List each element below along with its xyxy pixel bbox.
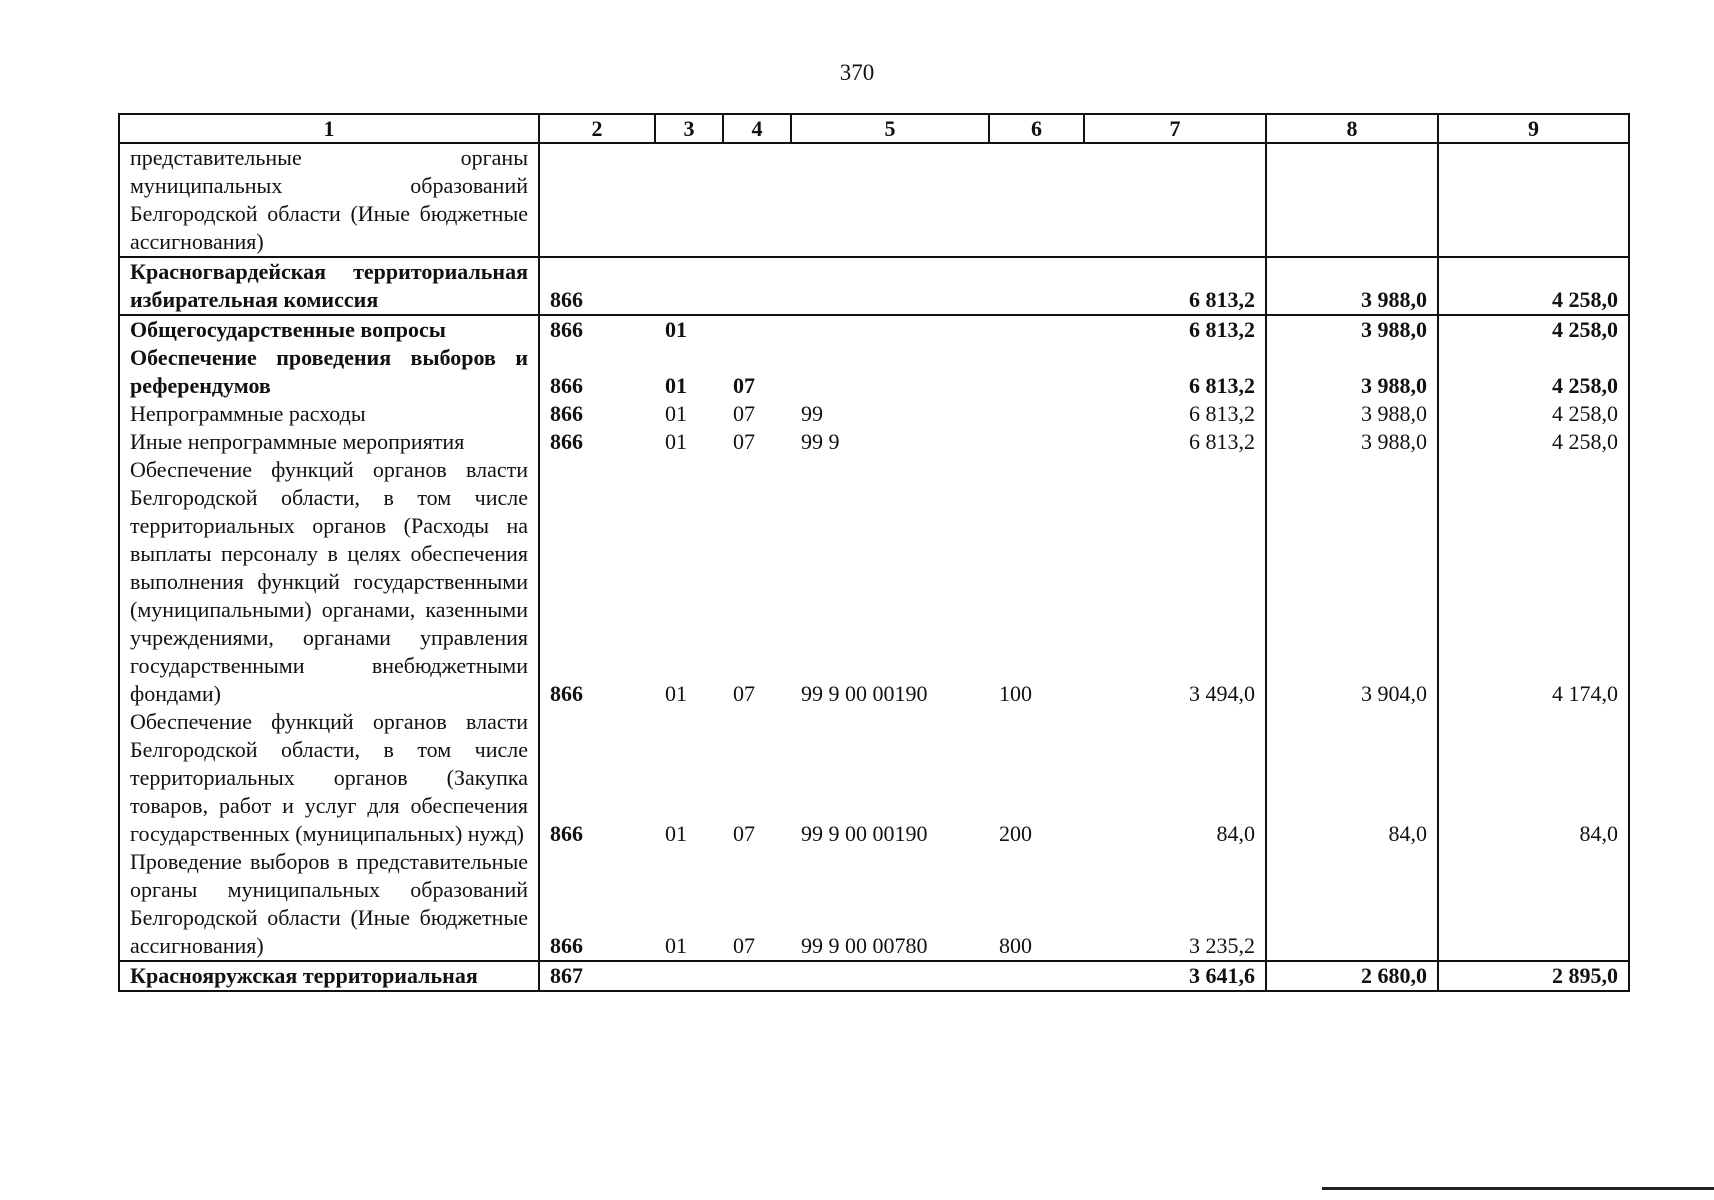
cell-expense-type <box>989 428 1084 456</box>
row-description: Общегосударственные вопросы <box>119 315 539 344</box>
table-row <box>119 344 1629 400</box>
cell-ministry-code: 866 <box>539 848 655 961</box>
cell-section-code <box>655 257 723 315</box>
cell-target-article <box>791 344 989 400</box>
cell-amount-col8: 3 988,0 <box>1266 428 1438 456</box>
cell-amount-col8: 3 904,0 <box>1266 456 1438 708</box>
row-description: Обеспечение функций органов власти Белгородской области, в том числе территориальных органов (Расходы на выплаты персоналу в целях обеспечения выполнения функций государственными (муниципальными) органами, казенными учреждениями, органами управления государственными внебюджетными фондами) <box>119 456 539 708</box>
table-row <box>119 400 1629 428</box>
cell-amount-col7: 3 494,0 <box>1084 456 1266 708</box>
column-header: 1 <box>119 114 539 143</box>
cell-amount-col7: 6 813,2 <box>1084 428 1266 456</box>
page-number: 370 <box>839 60 875 85</box>
cell-ministry-code: 867 <box>539 961 655 991</box>
cell-target-article: 99 <box>801 401 823 426</box>
cell-section-code: 01 <box>665 933 687 958</box>
cell-section-code <box>655 143 723 257</box>
cell-amount-col8: 3 988,0 <box>1266 400 1438 428</box>
row-description: Краснояружская территориальная <box>119 961 539 991</box>
column-header: 5 <box>791 114 989 143</box>
cell-section-code: 01 <box>665 429 687 454</box>
row-description: Непрограммные расходы <box>119 400 539 428</box>
cell-expense-type <box>989 344 1084 400</box>
row-description: Иные непрограммные мероприятия <box>119 428 539 456</box>
cell-amount-col9 <box>1438 848 1629 961</box>
cell-amount-col7: 3 641,6 <box>1084 961 1266 991</box>
table-row <box>119 257 1629 315</box>
row-description: Красногвардейская территориальная избирательная комиссия <box>119 257 539 315</box>
cell-target-article: 99 9 <box>801 429 840 454</box>
cell-amount-col8: 2 680,0 <box>1266 961 1438 991</box>
cell-amount-col9: 84,0 <box>1438 708 1629 848</box>
cell-section-code: 01 <box>665 401 687 426</box>
cell-amount-col9: 2 895,0 <box>1438 961 1629 991</box>
cell-amount-col7: 84,0 <box>1084 708 1266 848</box>
cell-section-code <box>655 961 723 991</box>
table-row <box>119 315 1629 344</box>
cell-subsection-code <box>723 143 791 257</box>
cell-section-code: 01 <box>665 681 687 706</box>
cell-subsection-code: 07 <box>733 429 755 454</box>
cell-ministry-code: 866 <box>539 344 655 400</box>
cell-target-article: 99 9 00 00190 <box>801 821 928 846</box>
cell-ministry-code: 866 <box>539 400 655 428</box>
cell-target-article <box>791 315 989 344</box>
cell-amount-col9: 4 258,0 <box>1438 257 1629 315</box>
column-header: 3 <box>655 114 723 143</box>
table-row <box>119 428 1629 456</box>
table-row <box>119 708 1629 848</box>
table-row <box>119 848 1629 961</box>
cell-subsection-code: 07 <box>733 373 755 398</box>
cell-amount-col7: 6 813,2 <box>1084 257 1266 315</box>
page-bottom-rule <box>1322 1187 1714 1190</box>
cell-section-code: 01 <box>655 315 723 344</box>
cell-ministry-code <box>539 143 655 257</box>
cell-amount-col8 <box>1266 848 1438 961</box>
row-description: Обеспечение проведения выборов и референдумов <box>119 344 539 400</box>
table-row <box>119 143 1629 257</box>
cell-subsection-code: 07 <box>733 933 755 958</box>
cell-amount-col7: 6 813,2 <box>1084 344 1266 400</box>
cell-amount-col7: 6 813,2 <box>1084 400 1266 428</box>
cell-ministry-code: 866 <box>539 456 655 708</box>
cell-ministry-code: 866 <box>539 257 655 315</box>
column-header: 4 <box>723 114 791 143</box>
row-description: представительные органы муниципальных образований Белгородской области (Иные бюджетные ассигнования) <box>119 143 539 257</box>
cell-expense-type: 100 <box>999 681 1032 706</box>
cell-amount-col8 <box>1266 143 1438 257</box>
cell-expense-type: 200 <box>999 821 1032 846</box>
cell-target-article <box>791 961 989 991</box>
cell-section-code: 01 <box>665 373 687 398</box>
cell-ministry-code: 866 <box>539 315 655 344</box>
cell-subsection-code: 07 <box>733 401 755 426</box>
table-body <box>119 143 1629 991</box>
cell-amount-col7: 3 235,2 <box>1084 848 1266 961</box>
cell-amount-col9: 4 174,0 <box>1438 456 1629 708</box>
cell-expense-type <box>989 315 1084 344</box>
cell-amount-col7 <box>1084 143 1266 257</box>
column-header: 2 <box>539 114 655 143</box>
column-header: 7 <box>1084 114 1266 143</box>
cell-ministry-code: 866 <box>539 708 655 848</box>
cell-target-article <box>791 257 989 315</box>
cell-amount-col8: 84,0 <box>1266 708 1438 848</box>
cell-expense-type <box>989 400 1084 428</box>
cell-amount-col9 <box>1438 143 1629 257</box>
cell-amount-col9: 4 258,0 <box>1438 344 1629 400</box>
cell-amount-col8: 3 988,0 <box>1266 315 1438 344</box>
cell-amount-col8: 3 988,0 <box>1266 344 1438 400</box>
table-row <box>119 961 1629 991</box>
cell-expense-type <box>989 961 1084 991</box>
cell-expense-type <box>989 257 1084 315</box>
cell-section-code: 01 <box>665 821 687 846</box>
cell-expense-type: 800 <box>999 933 1032 958</box>
cell-amount-col8: 3 988,0 <box>1266 257 1438 315</box>
cell-ministry-code: 866 <box>539 428 655 456</box>
column-header: 8 <box>1266 114 1438 143</box>
cell-subsection-code <box>723 315 791 344</box>
cell-target-article: 99 9 00 00780 <box>801 933 928 958</box>
table-header-row <box>119 114 1629 143</box>
cell-amount-col9: 4 258,0 <box>1438 400 1629 428</box>
cell-amount-col9: 4 258,0 <box>1438 315 1629 344</box>
cell-subsection-code: 07 <box>733 681 755 706</box>
cell-subsection-code <box>723 257 791 315</box>
cell-target-article: 99 9 00 00190 <box>801 681 928 706</box>
budget-table <box>118 113 1630 992</box>
row-description: Обеспечение функций органов власти Белгородской области, в том числе территориальных органов (Закупка товаров, работ и услуг для обеспечения государственных (муниципальных) нужд) <box>119 708 539 848</box>
cell-amount-col9: 4 258,0 <box>1438 428 1629 456</box>
cell-amount-col7: 6 813,2 <box>1084 315 1266 344</box>
cell-target-article <box>791 143 989 257</box>
cell-subsection-code <box>723 961 791 991</box>
column-header: 9 <box>1438 114 1629 143</box>
cell-expense-type <box>989 143 1084 257</box>
row-description: Проведение выборов в представительные органы муниципальных образований Белгородской области (Иные бюджетные ассигнования) <box>119 848 539 961</box>
table-row <box>119 456 1629 708</box>
cell-subsection-code: 07 <box>733 821 755 846</box>
column-header: 6 <box>989 114 1084 143</box>
